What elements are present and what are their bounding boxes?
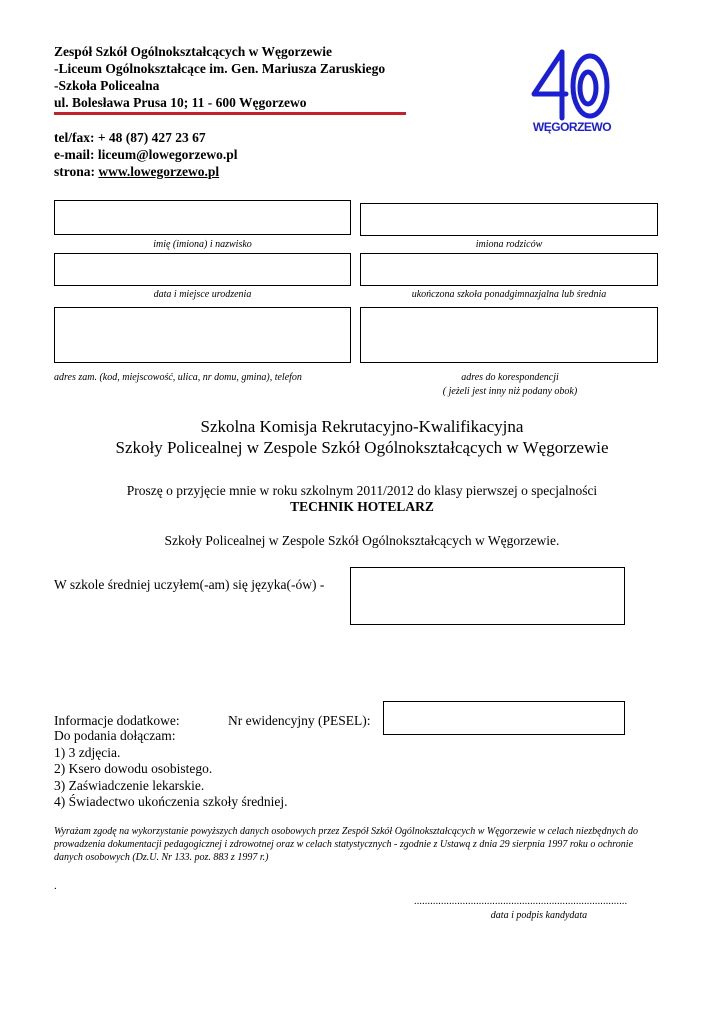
birth-input-box[interactable] xyxy=(54,253,351,286)
name-field-label: imię (imiona) i nazwisko xyxy=(153,239,252,250)
attachment-item: 1) 3 zdjęcia. xyxy=(54,744,121,760)
committee-subtitle: Szkoły Policealnej w Zespole Szkół Ogólnokształcących w Węgorzewie xyxy=(115,438,609,457)
birth-field-label: data i miejsce urodzenia xyxy=(153,289,252,300)
name-input-box[interactable] xyxy=(54,200,351,235)
stray-dot: . xyxy=(54,880,57,892)
school-logo xyxy=(522,44,622,140)
attachment-item: 3) Zaświadczenie lekarskie. xyxy=(54,777,205,793)
languages-input-box[interactable] xyxy=(350,567,625,625)
website-link[interactable]: www.lowegorzewo.pl xyxy=(98,164,220,179)
request-text: Proszę o przyjęcie mnie w roku szkolnym 2011/2012 do klasy pierwszej o specjalności xyxy=(126,483,598,498)
school-lyceum: -Liceum Ogólnokształcące im. Gen. Mariusza Zaruskiego xyxy=(54,61,386,76)
school-postsecondary: -Szkoła Policealna xyxy=(54,78,160,93)
signature-line: ............................................................................... xyxy=(414,896,628,907)
school-name: Zespół Szkół Ogólnokształcących w Węgorzewie xyxy=(54,44,332,59)
parents-field-label: imiona rodziców xyxy=(475,239,543,250)
header-divider xyxy=(54,112,406,115)
pesel-label: Nr ewidencyjny (PESEL): xyxy=(228,713,371,728)
languages-label: W szkole średniej uczyłem(-am) się języka(-ów) - xyxy=(54,577,325,592)
attachment-item: 4) Świadectwo ukończenia szkoły średniej. xyxy=(54,794,288,809)
contact-block xyxy=(54,129,238,180)
school-input-box[interactable] xyxy=(360,253,658,286)
attachments-heading: Do podania dołączam: xyxy=(54,728,176,743)
correspondence-input-box[interactable] xyxy=(360,307,658,363)
school-header xyxy=(54,43,385,111)
data-consent-text: Wyrażam zgodę na wykorzystanie powyższych danych osobowych przez Zespół Szkół Ogólnokształcących w Węgorzewie w celach niezbędnych do prowadzenia dokumentacji pedagogicznej i zdrowotnej oraz w celach statystycznych - zgodnie z Ustawą z dnia 29 sierpnia 1997 roku o ochronie danych osobowych (Dz.U. Nr 133. poz. 883 z 1997 r.) xyxy=(54,826,638,863)
logo-text: WĘGORZEWO xyxy=(532,120,612,134)
contact-email: e-mail: liceum@lowegorzewo.pl xyxy=(54,147,238,162)
attachment-item: 2) Ksero dowodu osobistego. xyxy=(54,761,213,776)
contact-website: strona: www.lowegorzewo.pl xyxy=(54,164,220,179)
school-field-label: ukończona szkoła ponadgimnazjalna lub średnia xyxy=(411,289,607,300)
address-input-box[interactable] xyxy=(54,307,351,363)
school-name-line: Szkoły Policealnej w Zespole Szkół Ogólnokształcących w Węgorzewie. xyxy=(164,533,560,548)
signature-label: data i podpis kandydata xyxy=(490,910,588,921)
address-field-label: adres zam. (kod, miejscowość, ulica, nr domu, gmina), telefon xyxy=(54,372,302,383)
additional-info-label: Informacje dodatkowe: xyxy=(54,713,180,728)
committee-title: Szkolna Komisja Rekrutacyjno-Kwalifikacyjna xyxy=(200,417,524,436)
contact-phone: tel/fax: + 48 (87) 427 23 67 xyxy=(54,130,206,145)
specialty-name: TECHNIK HOTELARZ xyxy=(290,499,434,514)
pesel-input-box[interactable] xyxy=(383,701,625,735)
correspondence-field-note: ( jeżeli jest inny niż podany obok) xyxy=(442,386,578,397)
attachments-list xyxy=(54,728,288,811)
parents-input-box[interactable] xyxy=(360,203,658,236)
school-address: ul. Bolesława Prusa 10; 11 - 600 Węgorzewo xyxy=(54,95,307,110)
correspondence-field-label: adres do korespondencji xyxy=(461,372,559,383)
